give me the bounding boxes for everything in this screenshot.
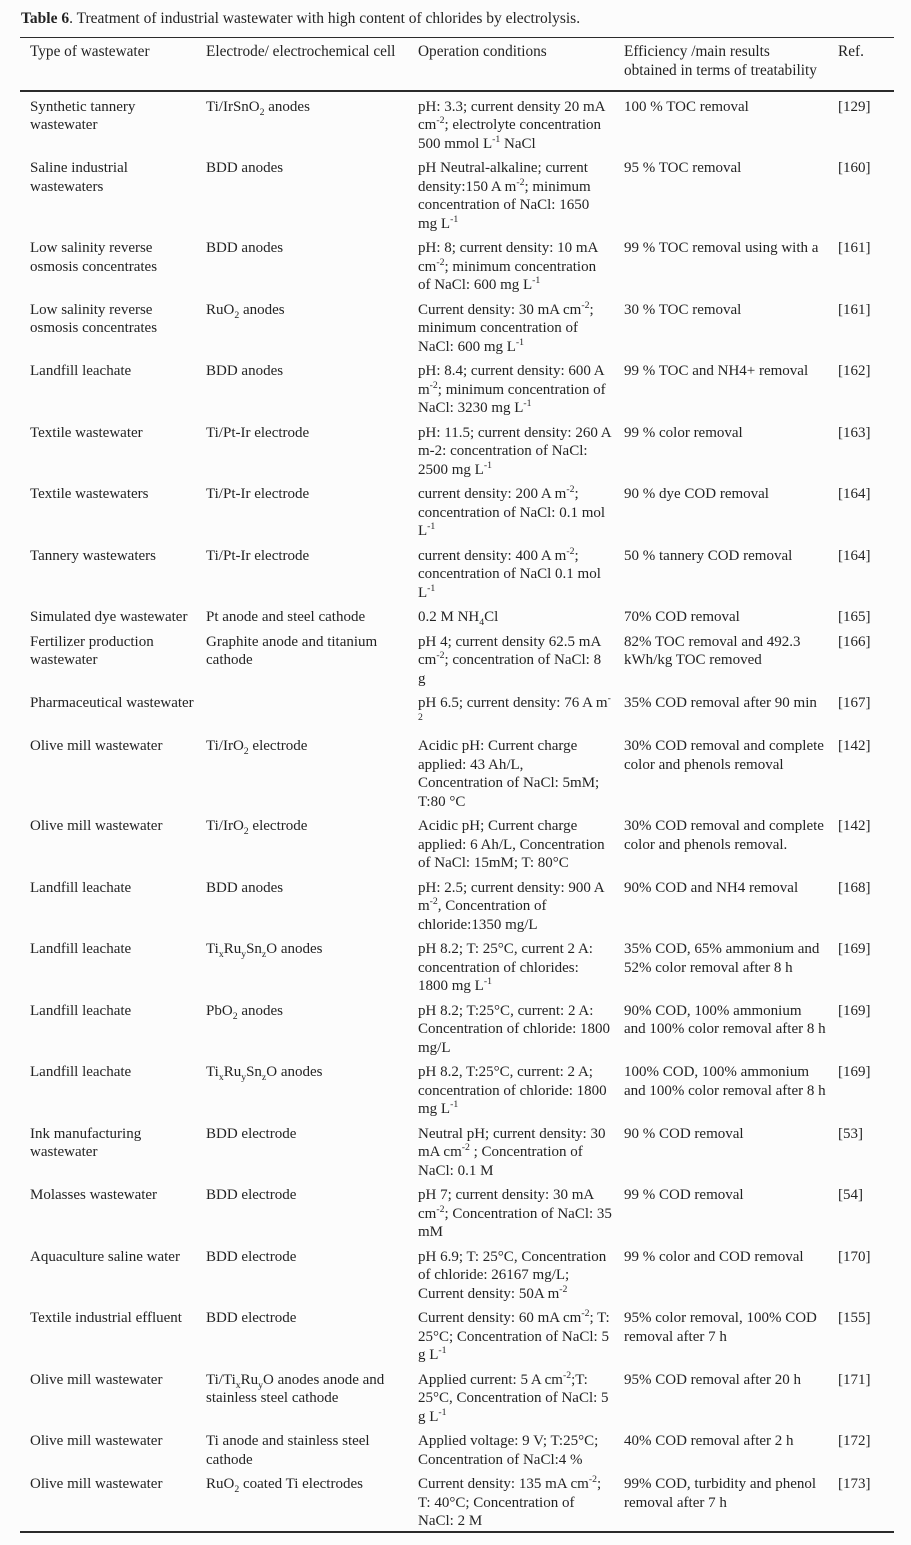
cell-efficiency-results: 35% COD removal after 90 min [624, 695, 817, 711]
cell-ref: [167] [838, 695, 871, 711]
cell-electrode-cell: Graphite anode and titanium cathode [206, 633, 378, 668]
cell-type-of-wastewater: Textile industrial effluent [30, 1310, 182, 1326]
cell-operation-conditions: pH 6.5; current density: 76 A $m^{-2}$ [418, 693, 611, 723]
cell-type-of-wastewater: Pharmaceutical wastewater [30, 695, 194, 711]
cell-type-of-wastewater: Saline industrial wastewaters [30, 160, 128, 195]
cell-efficiency-results: 95% COD removal after 20 h [624, 1371, 802, 1388]
table-row [20, 541, 894, 603]
table-row [20, 1181, 894, 1243]
cell-electrode-cell: Pt anode and steel cathode [206, 609, 366, 625]
table-caption-text: . Treatment of industrial wastewater with high content of chlorides by electrolysis. [69, 10, 581, 27]
cell-efficiency-results: 99% COD, turbidity and phenol removal after 7 h [624, 1476, 817, 1511]
cell-operation-conditions: 0.2 M $NH_4Cl$ [418, 609, 499, 628]
cell-ref: [155] [838, 1310, 871, 1326]
header-operation-conditions: Operation conditions [418, 38, 624, 92]
cell-type-of-wastewater: Olive mill wastewater [30, 738, 163, 754]
cell-efficiency-results: 90 % dye COD removal [624, 486, 769, 502]
cell-operation-conditions: pH 8.2; T: 25°C, current 2 A: concentration of chlorides: 1800 mg $L^{-1}$ [418, 941, 593, 994]
cell-electrode-cell: Ti/Pt-Ir electrode [206, 547, 310, 564]
cell-electrode-cell: BDD electrode [206, 1125, 297, 1142]
table-caption [21, 9, 895, 28]
table-row [20, 234, 894, 296]
cell-ref: [129] [838, 98, 871, 115]
cell-type-of-wastewater: Aquaculture saline water [30, 1248, 180, 1265]
cell-type-of-wastewater: Molasses wastewater [30, 1187, 158, 1203]
cell-electrode-cell: $Ti/Ti_xRu_yO$ anodes anode and stainless steel cathode [206, 1371, 385, 1406]
cell-efficiency-results: 50 % tannery COD removal [624, 547, 793, 564]
table-row [20, 812, 894, 874]
table-body [20, 91, 894, 1532]
cell-operation-conditions: pH 7; current density: 30 mA $cm^{-2}$; Concentration of NaCl: 35 mM [418, 1187, 612, 1240]
cell-electrode-cell: BDD electrode [206, 1310, 297, 1326]
cell-efficiency-results: 95 % TOC removal [624, 160, 742, 176]
cell-electrode-cell: Ti/IrO$_2$ electrode [206, 738, 308, 757]
cell-type-of-wastewater: Landfill leachate [30, 1002, 132, 1019]
cell-electrode-cell: Ti anode and stainless steel cathode [206, 1433, 370, 1468]
cell-operation-conditions: pH Neutral-alkaline; current density:150 A $m^{-2}$; minimum concentration of NaCl: 1650 mg $L^{-1}$ [418, 160, 591, 232]
cell-operation-conditions: pH 6.9; T: 25°C, Concentration of chloride: 26167 mg/L; Current density: 50A $m^{-2}$ [418, 1248, 607, 1302]
cell-efficiency-results: 35% COD, 65% ammonium and 52% color removal after 8 h [624, 941, 820, 976]
header-electrode-cell: Electrode/ electrochemical cell [206, 38, 418, 92]
cell-type-of-wastewater: Low salinity reverse osmosis concentrates [30, 240, 158, 275]
cell-type-of-wastewater: Low salinity reverse osmosis concentrates [30, 301, 158, 336]
cell-operation-conditions: pH: 2.5; current density: 900 A $m^{-2}$, Concentration of chloride:1350 mg/L [418, 879, 604, 933]
cell-operation-conditions: Current density: 30 mA $cm^{-2}$; minimum concentration of NaCl: 600 mg $L^{-1}$ [418, 299, 594, 355]
cell-ref: [142] [838, 818, 871, 834]
treatment-table [20, 37, 894, 1533]
cell-operation-conditions: current density: 200 A $m^{-2}$; concentration of NaCl: 0.1 mol $L^{-1}$ [418, 484, 606, 539]
cell-ref: [54] [838, 1187, 863, 1203]
cell-ref: [161] [838, 301, 871, 318]
cell-operation-conditions: pH 4; current density 62.5 mA $cm^{-2}$; concentration of NaCl: 8 g [418, 633, 602, 687]
cell-ref: [170] [838, 1248, 871, 1265]
cell-efficiency-results: 90 % COD removal [624, 1125, 744, 1142]
cell-type-of-wastewater: Olive mill wastewater [30, 1476, 163, 1492]
table-row [20, 1304, 894, 1366]
header-efficiency-results: Efficiency /main results obtained in terms of treatability [624, 38, 838, 92]
cell-operation-conditions: pH: 8; current density: 10 mA $cm^{-2}$; minimum concentration of NaCl: 600 mg $L^{-1}$ [418, 240, 598, 293]
cell-ref: [161] [838, 240, 871, 256]
header-type-of-wastewater: Type of wastewater [20, 38, 206, 92]
cell-type-of-wastewater: Landfill leachate [30, 879, 132, 896]
cell-efficiency-results: 30% COD removal and complete color and phenols removal. [624, 818, 824, 853]
cell-type-of-wastewater: Textile wastewaters [30, 486, 149, 502]
cell-type-of-wastewater: Landfill leachate [30, 1064, 132, 1080]
table-row [20, 154, 894, 234]
cell-ref: [163] [838, 424, 871, 441]
cell-efficiency-results: 99 % color removal [624, 424, 743, 441]
table-row [20, 1365, 894, 1427]
table-row [20, 603, 894, 628]
cell-operation-conditions: pH: 3.3; current density 20 mA $cm^{-2}$; electrolyte concentration 500 mmol $L^{-1}$ NaCl [418, 98, 605, 152]
cell-operation-conditions: Applied voltage: 9 V; T:25°C; Concentration of NaCl:4 % [418, 1433, 599, 1468]
table-header [20, 38, 894, 92]
cell-electrode-cell: $Ti_xRu_ySn_zO$ anodes [206, 941, 323, 960]
table-row [20, 418, 894, 480]
cell-ref: [169] [838, 941, 871, 957]
cell-operation-conditions: current density: 400 A $m^{-2}$; concentration of NaCl 0.1 mol $L^{-1}$ [418, 545, 601, 601]
table-row [20, 627, 894, 689]
cell-type-of-wastewater: Landfill leachate [30, 363, 132, 379]
cell-type-of-wastewater: Landfill leachate [30, 941, 132, 957]
cell-ref: [164] [838, 486, 871, 502]
cell-operation-conditions: pH 8.2; T:25°C, current: 2 A: Concentration of chloride: 1800 mg/L [418, 1002, 611, 1056]
cell-operation-conditions: pH: 11.5; current density: 260 A m-2: concentration of NaCl: 2500 mg $L^{-1}$ [418, 424, 611, 478]
cell-ref: [53] [838, 1125, 863, 1142]
cell-ref: [166] [838, 633, 871, 650]
cell-efficiency-results: 99 % color and COD removal [624, 1248, 804, 1265]
cell-electrode-cell: $Ti_xRu_ySn_zO$ anodes [206, 1064, 323, 1083]
cell-electrode-cell [206, 689, 418, 732]
cell-ref: [168] [838, 879, 871, 896]
table-row [20, 1242, 894, 1304]
cell-electrode-cell: BDD electrode [206, 1248, 297, 1265]
cell-type-of-wastewater: Tannery wastewaters [30, 547, 156, 564]
table-row [20, 873, 894, 935]
cell-type-of-wastewater: Ink manufacturing wastewater [30, 1125, 142, 1160]
cell-operation-conditions: Current density: 135 mA $cm^{-2}$; T: 40°C; Concentration of NaCl: 2 M [418, 1474, 602, 1529]
cell-electrode-cell: RuO$_2$ anodes [206, 301, 285, 321]
cell-efficiency-results: 90% COD, 100% ammonium and 100% color removal after 8 h [624, 1002, 826, 1037]
cell-type-of-wastewater: Textile wastewater [30, 424, 143, 441]
cell-electrode-cell: Ti/IrO$_2$ electrode [206, 818, 308, 837]
table-row [20, 480, 894, 542]
cell-ref: [169] [838, 1064, 871, 1080]
cell-ref: [172] [838, 1433, 871, 1449]
cell-ref: [160] [838, 160, 871, 176]
cell-efficiency-results: 70% COD removal [624, 609, 740, 625]
cell-electrode-cell: RuO$_2$ coated Ti electrodes [206, 1476, 363, 1495]
table-row [20, 1058, 894, 1120]
header-row [20, 38, 894, 92]
cell-efficiency-results: 30% COD removal and complete color and phenols removal [624, 738, 824, 773]
cell-type-of-wastewater: Synthetic tannery wastewater [30, 98, 136, 133]
table-row [20, 1470, 894, 1533]
cell-ref: [171] [838, 1371, 871, 1388]
header-ref: Ref. [838, 38, 894, 92]
cell-operation-conditions: pH 8.2, T:25°C, current: 2 A; concentration of chloride: 1800 mg $L^{-1}$ [418, 1064, 607, 1117]
cell-operation-conditions: Acidic pH; Current charge applied: 6 Ah/L, Concentration of NaCl: 15mM; T: 80°C [418, 818, 605, 871]
cell-ref: [165] [838, 609, 871, 625]
table-row [20, 1427, 894, 1470]
cell-type-of-wastewater: Olive mill wastewater [30, 818, 163, 834]
cell-type-of-wastewater: Olive mill wastewater [30, 1371, 163, 1388]
cell-ref: [169] [838, 1002, 871, 1019]
cell-efficiency-results: 30 % TOC removal [624, 301, 742, 318]
cell-efficiency-results: 40% COD removal after 2 h [624, 1433, 794, 1449]
table-row [20, 295, 894, 357]
cell-electrode-cell: BDD anodes [206, 160, 284, 176]
table-row [20, 357, 894, 419]
cell-electrode-cell: Ti/Pt-Ir electrode [206, 486, 310, 502]
cell-operation-conditions: Neutral pH; current density: 30 mA $cm^{-2}$ ; Concentration of NaCl: 0.1 M [418, 1125, 606, 1179]
cell-type-of-wastewater: Fertilizer production wastewater [30, 633, 154, 668]
cell-efficiency-results: 100% COD, 100% ammonium and 100% color removal after 8 h [624, 1064, 826, 1099]
cell-ref: [142] [838, 738, 871, 754]
table-row [20, 91, 894, 154]
cell-efficiency-results: 99 % COD removal [624, 1187, 744, 1203]
table-caption-label: Table 6 [21, 10, 70, 27]
cell-electrode-cell: BDD anodes [206, 879, 284, 896]
cell-ref: [173] [838, 1476, 871, 1492]
cell-efficiency-results: 82% TOC removal and 492.3 kWh/kg TOC removed [624, 633, 801, 668]
cell-type-of-wastewater: Simulated dye wastewater [30, 609, 188, 625]
cell-electrode-cell: BDD anodes [206, 240, 284, 256]
cell-operation-conditions: pH: 8.4; current density: 600 A $m^{-2}$; minimum concentration of NaCl: 3230 mg $L^{-1}$ [418, 363, 606, 416]
cell-electrode-cell: Ti/Pt-Ir electrode [206, 424, 310, 441]
cell-efficiency-results: 99 % TOC removal using with a [624, 240, 819, 256]
table-row [20, 1119, 894, 1181]
table-row [20, 732, 894, 812]
table-row [20, 996, 894, 1058]
table-row [20, 689, 894, 732]
cell-efficiency-results: 100 % TOC removal [624, 98, 749, 115]
cell-type-of-wastewater: Olive mill wastewater [30, 1433, 163, 1449]
cell-efficiency-results: 95% color removal, 100% COD removal after 7 h [624, 1310, 817, 1345]
cell-ref: [162] [838, 363, 871, 379]
table-row [20, 935, 894, 997]
cell-operation-conditions: Applied current: 5 A $cm^{-2};T$: 25°C, Concentration of NaCl: 5 g $L^{-1}$ [418, 1369, 609, 1425]
cell-efficiency-results: 90% COD and NH4 removal [624, 879, 799, 896]
cell-ref: [164] [838, 547, 871, 564]
cell-electrode-cell: BDD anodes [206, 363, 284, 379]
cell-efficiency-results: 99 % TOC and NH4+ removal [624, 363, 809, 379]
cell-electrode-cell: Ti/IrSnO$_2$ anodes [206, 98, 310, 118]
cell-electrode-cell: PbO$_2$ anodes [206, 1002, 283, 1022]
cell-electrode-cell: BDD electrode [206, 1187, 297, 1203]
cell-operation-conditions: Current density: 60 mA $cm^{-2}$; T: 25°C; Concentration of NaCl: 5 g $L^{-1}$ [418, 1308, 610, 1363]
cell-operation-conditions: Acidic pH: Current charge applied: 43 Ah/L, Concentration of NaCl: 5mM; T:80 °C [418, 738, 600, 810]
